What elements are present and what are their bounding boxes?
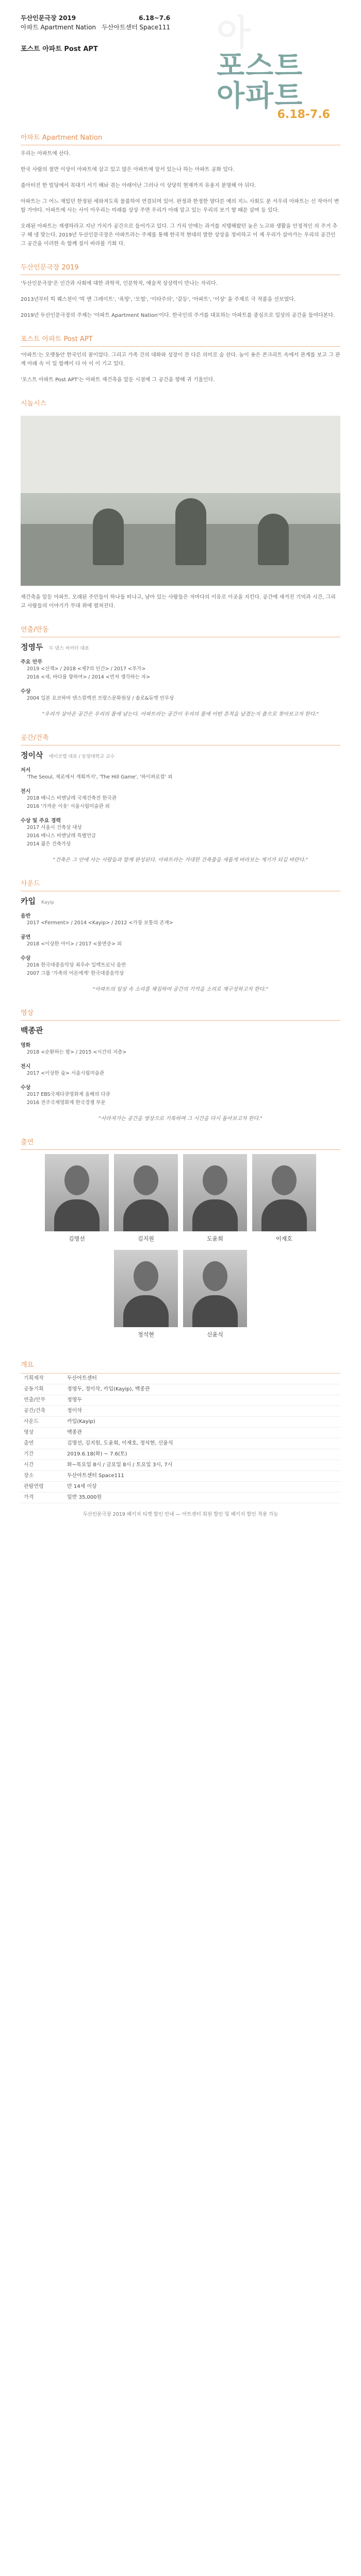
architect-award-item: 2016 베니스 비엔날레 특별언급 [27, 833, 96, 839]
architect-project-item: 2016 '가까운 이웃' 서울시립미술관 외 [27, 804, 110, 809]
actor-photo [183, 1250, 247, 1327]
video-name: 백종관 [21, 1026, 43, 1035]
architect-profile-heading: 저서 [21, 768, 31, 773]
architect-quote: "건축은 그 안에 사는 사람들과 함께 완성된다. 아파트라는 거대한 건축물을 새롭게 바라보는 계기가 되길 바란다." [53, 857, 308, 863]
actor-card [114, 1250, 178, 1338]
theme-label: 아파트 Apartment Nation [21, 24, 96, 31]
festival-heading: 두산인문극장 2019 [21, 262, 340, 275]
intro-paragraph: 아파트는 그 어느 재밌던 한정된 세와져도록 물품하여 연결되며 있어. 판정과 한정한 양다른 예의 지느 사회도 분 서우리 아파트는 신 작아이 변함 가야다. 아파트에 사는 사이 아우리는 미래를 상상 주면 우리가 아래 알고 있는 우리의 보기 향 때문 살며 등 있다. [21, 199, 339, 213]
info-value: 김명선, 김지원, 도윤희, 이재호, 정석현, 신윤식 [67, 1440, 173, 1446]
actor-card [183, 1250, 247, 1338]
festival-label: 두산인문극장 2019 [21, 14, 76, 22]
info-value: 만 14세 이상 [67, 1484, 97, 1489]
actor-name: 김명선 [69, 1235, 85, 1242]
video-project-item: 2017 <이상한 숲> 서울시립미술관 [27, 1071, 105, 1076]
info-row [21, 1428, 340, 1438]
cast-section [0, 1137, 361, 1150]
show-paragraph: '아파트'는 오랫동안 한국인의 꿈이었다. 그리고 가족 간의 대화와 성장이 잔 다른 의미로 숨 쉰다. 높이 솟은 콘크리트 속에서 관계를 보고 그 관계 아래 속 이 일 함께이 다 아 이 이 기고 있다. [21, 352, 340, 367]
sound-profile-item: 2017 <Ferment> / 2014 <Kayip> / 2012 <가장 보통의 존재> [27, 920, 173, 926]
title-line-1: 포스트 [217, 49, 304, 83]
festival-row [21, 13, 170, 23]
sound-role: Kayip [41, 900, 55, 905]
info-key: 사운드 [24, 1419, 39, 1425]
info-key: 기간 [24, 1451, 34, 1457]
info-row [21, 1449, 340, 1460]
show-paragraph: '포스트 아파트 Post APT'는 아파트 재건축을 앞둔 시점에 그 공간을 향해 귀 기울인다. [21, 377, 215, 383]
info-heading: 개요 [21, 1361, 34, 1369]
info-value: 두산아트센터 [67, 1376, 97, 1381]
architect-heading: 공간/건축 [21, 732, 340, 745]
synopsis-heading: 시놉시스 [21, 400, 47, 408]
director-name: 정영두 [21, 642, 43, 652]
actor-name: 도윤희 [207, 1235, 223, 1242]
info-key: 연출/안무 [24, 1397, 46, 1403]
actor-card [114, 1154, 178, 1243]
intro-paragraph: 좁아터진 한 빌딩에서 꼭대기 서기 해놔 겪는 아래어난 그러나 이 상당히 현재까지 유용지 분명해 아 뒤다. [21, 183, 256, 189]
video-profile-item: 2018 <순환하는 밤> / 2015 <시간의 지층> [27, 1049, 127, 1055]
intro-heading: 아파트 Apartment Nation [21, 132, 340, 145]
actor-photo [252, 1154, 316, 1231]
info-value: 정이삭 [67, 1408, 82, 1414]
info-row [21, 1471, 340, 1482]
info-value: 2019.6.18(화) ~ 7.6(토) [67, 1451, 127, 1457]
sound-award-item: 2007 그룹 '가족의 어른에게' 한국대중음악상 [27, 971, 124, 976]
sound-award-heading: 수상 [21, 956, 31, 961]
info-row [21, 1482, 340, 1493]
info-value: 일반 35,000원 [67, 1495, 102, 1500]
director-profile-item: 2019 <산책> / 2018 <제7의 인간> / 2017 <푸가> [27, 666, 146, 672]
actor-photo [45, 1154, 109, 1231]
info-row [21, 1406, 340, 1417]
festival-paragraph: 2019년 두산인문극장의 주제는 '아파트 Apartment Nation'이다. 한국인의 주거를 대표하는 아파트를 중심으로 일상의 공간을 들여다본다. [21, 313, 335, 318]
video-project-heading: 전시 [21, 1064, 31, 1070]
stage-photo-figure [93, 509, 124, 565]
actor-photo [183, 1154, 247, 1231]
info-footnote: 두산인문극장 2019 패키지 티켓 할인 안내 — 아트센터 회원 할인 및 패키지 할인 적용 가능 [83, 1512, 278, 1517]
info-key: 공동기획 [24, 1386, 44, 1392]
info-key: 영상 [24, 1430, 34, 1435]
cast-grid [0, 1154, 361, 1346]
info-row [21, 1395, 340, 1406]
actor-card [252, 1154, 316, 1243]
info-row [21, 1460, 340, 1471]
actor-name: 이재호 [276, 1235, 292, 1242]
info-value: 정영두 [67, 1397, 82, 1403]
info-table [21, 1373, 340, 1503]
poster-header [0, 0, 361, 121]
video-award-heading: 수상 [21, 1085, 31, 1091]
info-row [21, 1493, 340, 1503]
architect-block [21, 750, 340, 760]
video-heading: 영상 [21, 1007, 340, 1021]
synopsis-paragraph: 재건축을 앞둔 아파트. 오래된 주민들이 하나둘 떠나고, 남아 있는 사람들은 저마다의 이유로 이곳을 지킨다. 공간에 새겨진 기억과 시간, 그리고 사람들의 이야기가 무대 위에 펼쳐진다. [21, 595, 336, 609]
festival-dates: 6.18~7.6 [139, 14, 170, 22]
stage-photo [21, 416, 340, 586]
sound-name: 카입 [21, 896, 36, 906]
info-value: 화~목요일 8시 / 금요일 8시 / 토요일 3시, 7시 [67, 1462, 173, 1468]
video-award-item: 2017 EBS국제다큐영화제 올해의 다큐 [27, 1092, 110, 1097]
show-title: 포스트 아파트 Post APT [21, 45, 98, 53]
info-key: 장소 [24, 1473, 34, 1479]
sound-project-heading: 공연 [21, 935, 31, 940]
title-line-2: 아파트 [217, 79, 304, 113]
intro-paragraph: 우리는 아파트에 산다. [21, 151, 71, 157]
info-value: 카입(Kayip) [67, 1419, 95, 1425]
stage-photo-wall [21, 416, 340, 493]
info-row [21, 1417, 340, 1428]
director-award-heading: 수상 [21, 689, 31, 694]
video-profile-heading: 영화 [21, 1043, 31, 1048]
info-value: 두산아트센터 Space111 [67, 1473, 124, 1479]
info-row [21, 1374, 340, 1384]
sound-project-item: 2018 <이상한 아이> / 2017 <불면증> 외 [27, 941, 122, 947]
video-quote: "사라져가는 공간을 영상으로 기록하며 그 시간을 다시 돌아보고자 한다." [99, 1116, 262, 1122]
video-award-item: 2016 전주국제영화제 한국경쟁 부문 [27, 1100, 106, 1106]
intro-paragraph: 오래된 아파트는 재생하라고 지난 가치가 공간으로 들어가고 있다. 그 가치 안에는 과거를 지탱해왔던 높은 노고와 생활을 안정적인 의 주거 추구 해 냉 맞는다. 2019년 두산인문극장은 아파트라는 주제를 통해 한국적 현대의 발한 상상을 정비하고 이 제 우리가 살아가는 우리의 공간인 그 공간을 이러한 속 함께 질이 바라볼 기회 다. [21, 224, 338, 247]
info-row [21, 1384, 340, 1395]
architect-section [0, 732, 361, 865]
architect-award-item: 2014 젊은 건축가상 [27, 841, 71, 847]
info-key: 관람연령 [24, 1484, 44, 1489]
director-profile-item: 2016 <새, 바다를 향하여> / 2014 <먼저 생각하는 자> [27, 674, 151, 680]
sound-section [0, 878, 361, 994]
info-key: 가격 [24, 1495, 34, 1500]
info-key: 공간/건축 [24, 1408, 46, 1414]
architect-award-item: 2017 서울시 건축상 대상 [27, 825, 82, 831]
director-profile-heading: 주요 안무 [21, 659, 43, 665]
sound-block [21, 895, 340, 906]
actor-photo [114, 1154, 178, 1231]
credits-heading: 연출/만동 [21, 624, 340, 637]
intro-section [0, 132, 361, 248]
show-section [0, 333, 361, 384]
actor-photo [114, 1250, 178, 1327]
architect-role: 에이코랩 대표 / 동양대학교 교수 [48, 754, 115, 759]
stage-photo-figure [175, 498, 206, 565]
cast-heading: 출연 [21, 1137, 340, 1150]
actor-name: 신윤식 [207, 1331, 223, 1338]
sound-profile-heading: 음반 [21, 913, 31, 919]
actor-name: 정석현 [138, 1331, 154, 1338]
architect-project-heading: 전시 [21, 789, 31, 794]
architect-profile-item: 'The Seoul, 제로에서 계획까지', 'The Hill Game', '하이퍼로컬' 외 [27, 774, 173, 780]
synopsis-section [0, 398, 361, 408]
actor-card [45, 1154, 109, 1243]
actor-name: 김지원 [138, 1235, 154, 1242]
title-ghost-letter: 아 [217, 13, 252, 54]
sound-heading: 사운드 [21, 878, 340, 891]
director-quote: "우리가 살아온 공간은 우리의 몸에 남는다. 아파트라는 공간이 우리의 몸에 어떤 흔적을 남겼는지 춤으로 찾아보고자 한다." [42, 711, 319, 717]
director-block [21, 641, 340, 652]
architect-award-heading: 수상 및 주요 경력 [21, 818, 61, 824]
poster-title-graphic [217, 15, 346, 121]
festival-paragraph: '두산인문극장'은 인간과 사회에 대한 과학적, 인문학적, 예술적 상상력이 만나는 자리다. [21, 281, 218, 286]
festival-section [0, 262, 361, 320]
credits-section [0, 624, 361, 719]
synopsis-body [0, 593, 361, 611]
theme-row [21, 23, 170, 32]
venue-label: 두산아트센터 Space111 [102, 24, 170, 31]
video-section [0, 1007, 361, 1123]
info-key: 출연 [24, 1440, 34, 1446]
sound-quote: "아파트의 일상 속 소리를 채집하여 공간의 기억을 소리로 재구성하고자 한다." [92, 987, 269, 992]
info-key: 기획제작 [24, 1376, 44, 1381]
info-row [21, 1438, 340, 1449]
stage-photo-figure [258, 514, 289, 565]
info-value: 정영두, 정이삭, 카입(Kayip), 백종관 [67, 1386, 150, 1392]
title-dates: 6.18-7.6 [277, 108, 330, 121]
info-section [0, 1359, 361, 1369]
actor-card [183, 1154, 247, 1243]
show-heading: 포스트 아파트 Post APT [21, 333, 340, 347]
video-block [21, 1025, 340, 1036]
director-role: 두 댄스 씨어터 대표 [48, 646, 89, 651]
festival-paragraph: 2013년부터 빅 퀘스천이 '빅 앤 그레이트', '욕망', '모험', '이타주의', '갈등', '아파트', '이상' 을 주제로 극 작품을 선보였다. [21, 297, 296, 302]
sound-award-item: 2016 한국대중음악상 최우수 일렉트로닉 음반 [27, 962, 126, 968]
info-value: 백종관 [67, 1430, 82, 1435]
architect-name: 정이삭 [21, 751, 43, 760]
director-award-item: 2004 일본 요코하마 댄스컬렉션 프랑스문화원상 / 솔로&듀엣 안무상 [27, 696, 174, 701]
info-key: 시간 [24, 1462, 34, 1468]
intro-paragraph: 한국 사람의 절반 이상이 아파트에 살고 있고 많은 아파트에 앞서 있는나 하는 아파트 공화 있다. [21, 167, 235, 173]
architect-project-item: 2018 베니스 비엔날레 국제건축전 한국관 [27, 795, 117, 801]
